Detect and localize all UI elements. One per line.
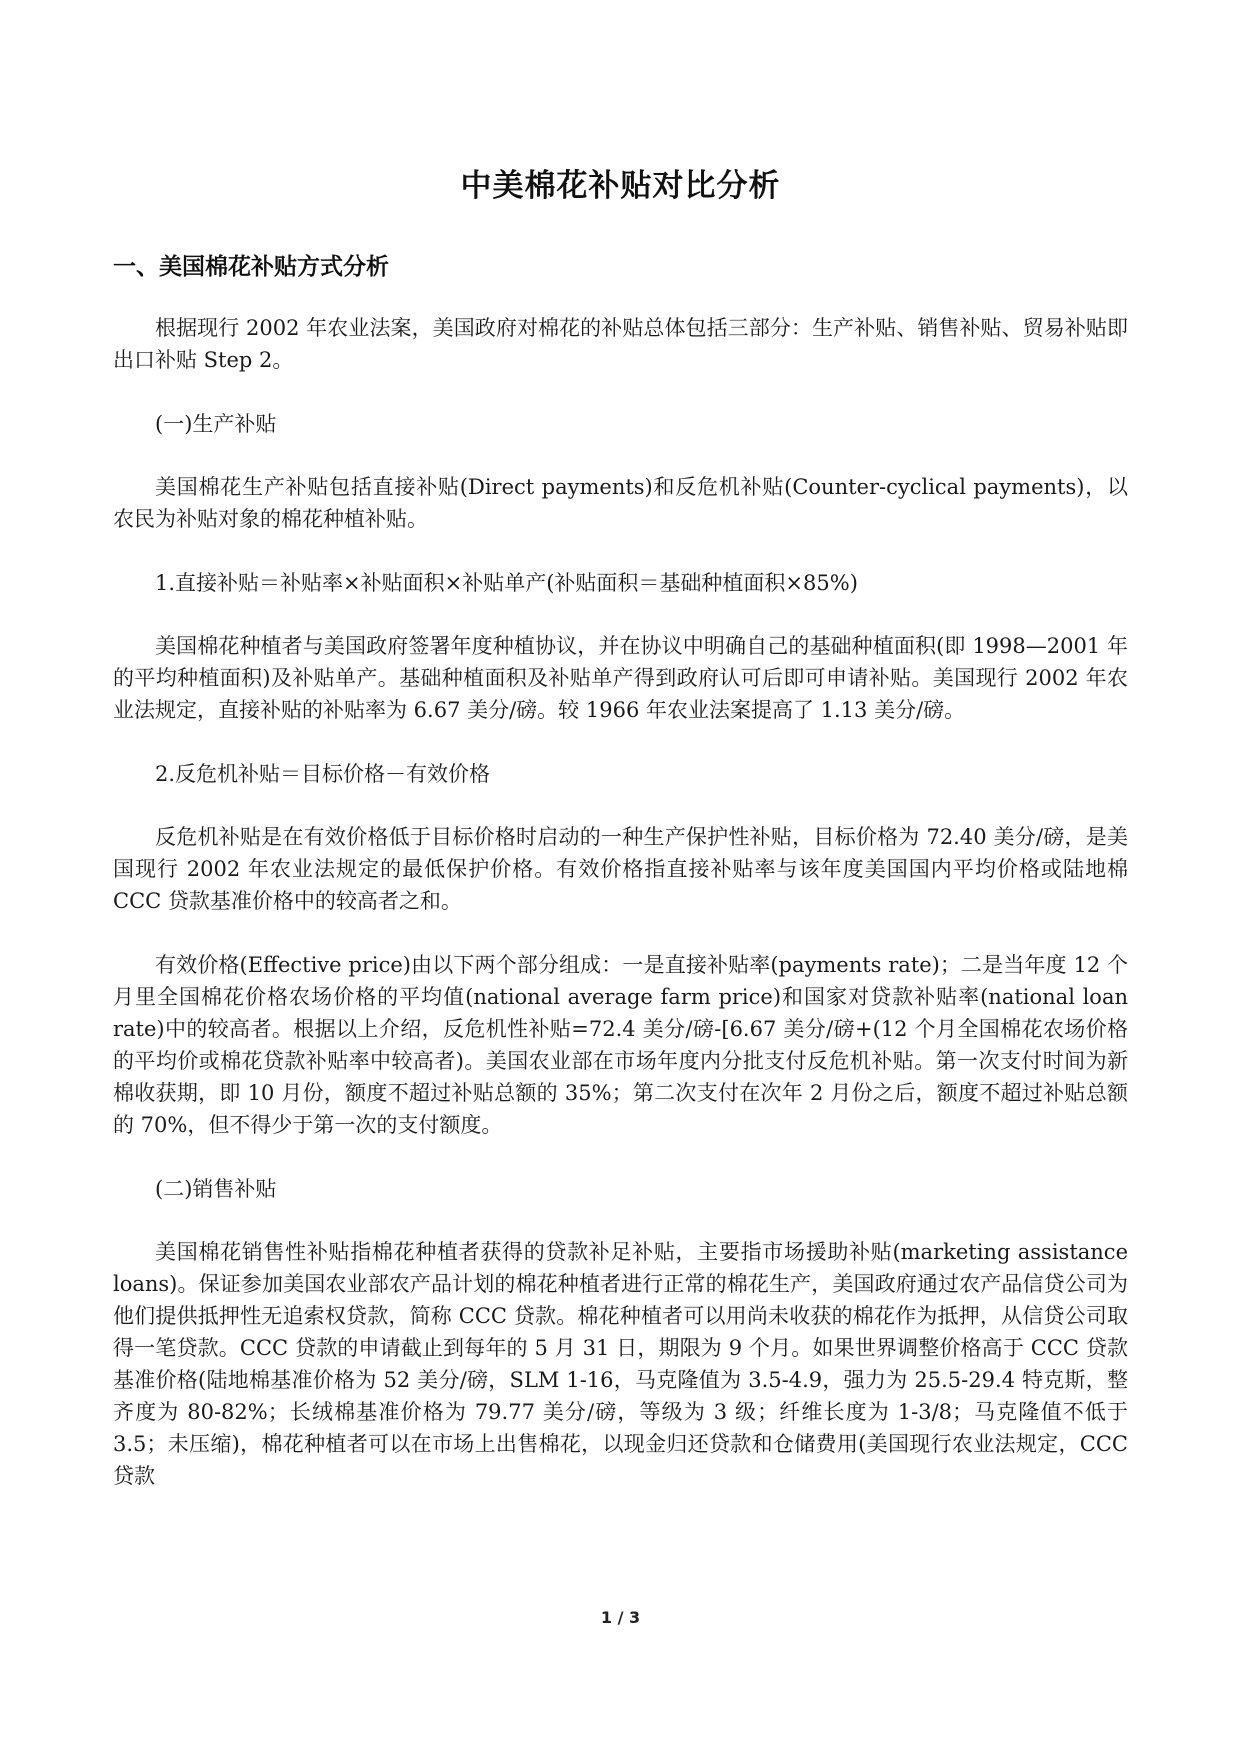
page-number: 1 / 3: [600, 1608, 641, 1627]
paragraph-counter-cyclical: 反危机补贴是在有效价格低于目标价格时启动的一种生产保护性补贴，目标价格为 72.40 美分/磅，是美国现行 2002 年农业法规定的最低保护价格。有效价格指直接补贴率与该年度美国国内平均价格或陆地棉 CCC 贷款基准价格中的较高者之和。: [113, 825, 1128, 913]
document-body: [113, 312, 1128, 1524]
document-title: 中美棉花补贴对比分析: [460, 168, 781, 204]
formula-direct-payment: 1.直接补贴＝补贴率×补贴面积×补贴单产(补贴面积＝基础种植面积×85%): [155, 571, 858, 595]
subheading-marketing-subsidy: (二)销售补贴: [155, 1177, 277, 1201]
paragraph-production-subsidy: 美国棉花生产补贴包括直接补贴(Direct payments)和反危机补贴(Counter-cyclical payments)，以农民为补贴对象的棉花种植补贴。: [113, 475, 1128, 531]
paragraph-effective-price: 有效价格(Effective price)由以下两个部分组成：一是直接补贴率(payments rate)；二是当年度 12 个月里全国棉花价格农场价格的平均值(national average farm price)和国家对贷款补贴率(national loan rate)中的较高者。根据以上介绍，反危机性补贴=72.4 美分/磅-[6.67 美分/磅+(12 个月全国棉花农场价格的平均价或棉花贷款补贴率中较高者)。美国农业部在市场年度内分批支付反危机补贴。第一次支付时间为新棉收获期，即 10 月份，额度不超过补贴总额的 35%；第二次支付在次年 2 月份之后，额度不超过补贴总额的 70%，但不得少于第一次的支付额度。: [113, 953, 1128, 1137]
formula-counter-cyclical: 2.反危机补贴＝目标价格－有效价格: [155, 762, 491, 786]
paragraph-direct-payment: 美国棉花种植者与美国政府签署年度种植协议，并在协议中明确自己的基础种植面积(即 1998—2001 年的平均种植面积)及补贴单产。基础种植面积及补贴单产得到政府认可后即可申请补贴。美国现行 2002 年农业法规定，直接补贴的补贴率为 6.67 美分/磅。较 1966 年农业法案提高了 1.13 美分/磅。: [113, 634, 1128, 722]
paragraph-marketing-subsidy: 美国棉花销售性补贴指棉花种植者获得的贷款补足补贴，主要指市场援助补贴(marketing assistance loans)。保证参加美国农业部农产品计划的棉花种植者进行正常的棉花生产，美国政府通过农产品信贷公司为他们提供抵押性无追索权贷款，简称 CCC 贷款。棉花种植者可以用尚未收获的棉花作为抵押，从信贷公司取得一笔贷款。CCC 贷款的申请截止到每年的 5 月 31 日，期限为 9 个月。如果世界调整价格高于 CCC 贷款基准价格(陆地棉基准价格为 52 美分/磅，SLM 1-16，马克隆值为 3.5-4.9，强力为 25.5-29.4 特克斯，整齐度为 80-82%；长绒棉基准价格为 79.77 美分/磅，等级为 3 级；纤维长度为 1-3/8；马克隆值不低于 3.5；未压缩)，棉花种植者可以在市场上出售棉花，以现金归还贷款和仓储费用(美国现行农业法规定，CCC 贷款: [113, 1240, 1128, 1488]
paragraph-intro: 根据现行 2002 年农业法案，美国政府对棉花的补贴总体包括三部分：生产补贴、销售补贴、贸易补贴即出口补贴 Step 2。: [113, 316, 1128, 372]
subheading-production-subsidy: (一)生产补贴: [155, 412, 277, 436]
section-heading: 一、美国棉花补贴方式分析: [113, 254, 389, 280]
